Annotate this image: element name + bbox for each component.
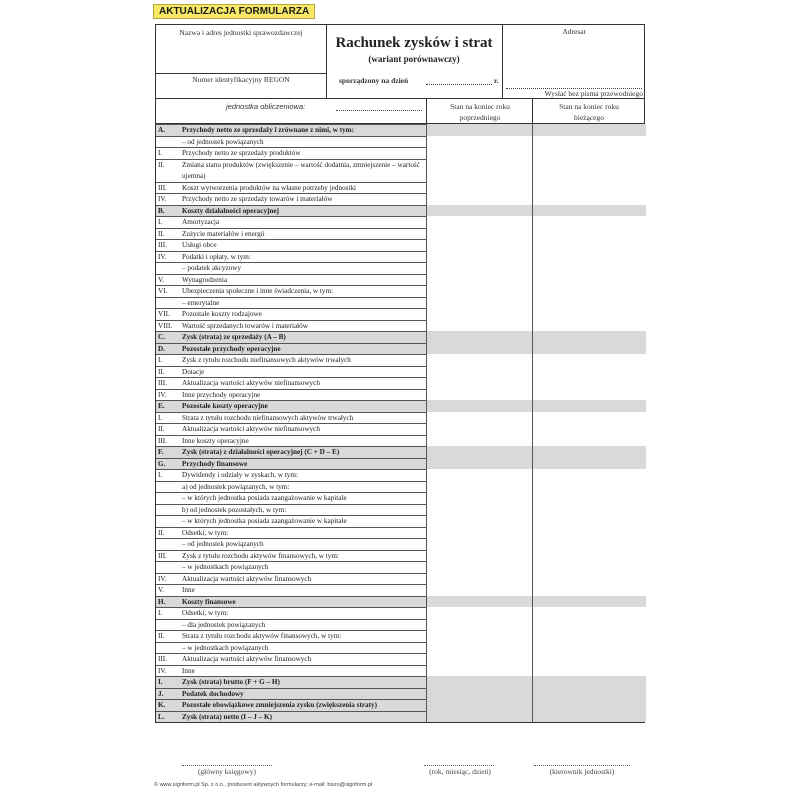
table-row [156,412,644,424]
curr-year-cell[interactable] [532,412,646,424]
row-label: Aktualizacja wartości aktywów finansowych [182,655,312,663]
table-row [156,354,644,366]
prev-year-cell[interactable] [426,653,532,665]
table-row [156,136,644,148]
copyright-note: © www.signform.pl Sp. z o.o., producent aktywnych formularzy; e-mail: biuro@signform.pl [154,782,373,788]
curr-year-cell[interactable] [532,435,646,447]
table-row [156,481,644,493]
row-number: II. [158,367,165,376]
row-label: Inne koszty operacyjne [182,436,249,445]
header-divider [156,73,326,74]
table-row [156,377,644,389]
row-label: Przychody netto ze sprzedaży produktów [182,149,301,157]
row-number: G. [158,459,166,468]
row-number: V. [158,586,165,594]
row-number: B. [158,206,165,215]
section-row [156,331,644,343]
table-row [156,550,644,562]
prev-year-cell[interactable] [426,389,532,401]
row-label: Strata z tytułu rozchodu aktywów finansowych, w tym: [182,632,342,640]
column-header [155,99,645,124]
row-label: – w których jednostka posiada zaangażowanie w kapitale [182,517,347,525]
form-subtitle: (wariant porównawczy) [368,54,460,64]
curr-year-cell[interactable] [532,573,646,585]
row-label: Zużycie materiałów i energii [182,229,265,238]
curr-year-cell[interactable] [532,193,646,205]
row-number: IV. [158,666,167,675]
section-row [156,400,644,412]
curr-year-cell[interactable] [532,596,646,608]
prev-year-cell[interactable] [426,320,532,332]
curr-year-cell[interactable] [532,458,646,470]
prev-year-cell[interactable] [426,412,532,424]
row-number: A. [158,126,165,134]
row-label: Wartość sprzedanych towarów i materiałów [182,321,308,330]
accountant-label: (główny księgowy) [197,767,257,776]
row-label: – w jednostkach powiązanych [182,563,269,571]
row-label: – w których jednostka posiada zaangażowanie w kapitale [182,494,347,502]
row-label: Koszt wytworzenia produktów na własne potrzeby jednostki [182,183,357,192]
table-row [156,147,644,159]
row-number: II. [158,632,165,640]
prev-year-cell[interactable] [426,573,532,585]
year-suffix: r. [494,76,499,85]
row-label: Inne [182,586,195,594]
row-label: Podatki i opłaty, w tym: [182,252,251,261]
table-row [156,469,644,481]
table-row [156,665,644,677]
prev-year-cell[interactable] [426,515,532,527]
row-label: Dotacje [182,367,205,376]
row-number: IV. [158,390,167,399]
row-label: Odsetki, w tym: [182,609,229,617]
prev-year-cell[interactable] [426,458,532,470]
column-divider [426,99,427,123]
date-signature-line[interactable] [424,765,494,766]
row-label: Koszty finansowe [182,597,236,606]
row-label: Zysk (strata) netto (I – J – K) [182,712,273,721]
prev-year-cell[interactable] [426,343,532,355]
row-number: I. [158,218,163,226]
prev-year-cell[interactable] [426,147,532,159]
section-row [156,596,644,608]
prepared-date-label: sporządzony na dzień [339,76,409,85]
table-row [156,159,644,182]
row-label: Inne [182,666,195,675]
table-row [156,504,644,516]
row-label: Amortyzacja [182,218,220,226]
prev-year-cell[interactable] [426,584,532,596]
row-number: I. [158,149,163,157]
curr-year-cell[interactable] [532,228,646,240]
prev-year-cell[interactable] [426,400,532,412]
curr-year-cell[interactable] [532,308,646,320]
curr-year-cell[interactable] [532,527,646,539]
table-row [156,182,644,194]
curr-year-cell[interactable] [532,607,646,619]
table-row [156,228,644,240]
prev-year-cell[interactable] [426,630,532,642]
table-row [156,515,644,527]
curr-year-cell[interactable] [532,699,646,711]
prev-year-cell[interactable] [426,262,532,274]
curr-year-cell[interactable] [532,147,646,159]
curr-year-cell[interactable] [532,251,646,263]
prepared-date-field[interactable] [426,76,492,85]
prev-year-cell[interactable] [426,308,532,320]
prev-year-cell[interactable] [426,561,532,573]
prev-year-cell[interactable] [426,285,532,297]
row-label: Aktualizacja wartości aktywów finansowych [182,574,312,583]
row-label: Zysk (strata) brutto (F + G – H) [182,678,280,686]
curr-year-cell[interactable] [532,159,646,182]
unit-calc-label: jednostka obliczeniowa: [226,102,306,111]
table-row [156,584,644,596]
row-label: Pozostałe obowiązkowe zmniejszenia zysku (zwiększenia straty) [182,701,378,709]
table-row [156,492,644,504]
accountant-signature-line[interactable] [182,765,272,766]
row-label: Aktualizacja wartości aktywów niefinansowych [182,379,320,387]
curr-year-cell[interactable] [532,182,646,194]
row-label: Dywidendy i udziały w zyskach, w tym: [182,471,298,479]
regon-label: Numer identyfikacyjny REGON [192,75,290,84]
table-row [156,573,644,585]
prev-year-cell[interactable] [426,274,532,286]
row-label: Usługi obce [182,241,217,249]
prev-year-cell[interactable] [426,642,532,654]
row-label: Koszty działalności operacyjnej [182,206,280,215]
row-number: I. [158,678,163,686]
prev-year-cell[interactable] [426,136,532,148]
manager-signature-line[interactable] [534,765,630,766]
row-label: Pozostałe koszty rodzajowe [182,310,262,318]
column-divider [532,99,533,123]
row-label: Wynagrodzenia [182,275,228,284]
prev-year-cell[interactable] [426,124,532,136]
table-row [156,642,644,654]
prev-year-cell[interactable] [426,423,532,435]
table-row [156,527,644,539]
row-label: Zysk (strata) ze sprzedaży (A – B) [182,333,286,341]
row-label: b) od jednostek pozostałych, w tym: [182,505,287,514]
row-label: Przychody netto ze sprzedaży towarów i materiałów [182,195,333,203]
row-number: I. [158,413,163,422]
prev-year-cell[interactable] [426,619,532,631]
statement-table [155,124,645,723]
row-label: – emerytalne [182,298,220,307]
table-row [156,389,644,401]
row-label: Ubezpieczenia społeczne i inne świadczenia, w tym: [182,287,334,295]
prev-year-cell[interactable] [426,538,532,550]
row-label: Przychody finansowe [182,459,248,468]
section-row [156,446,644,458]
section-row [156,699,644,711]
curr-year-cell[interactable] [532,446,646,458]
curr-year-cell[interactable] [532,630,646,642]
unit-calc-field[interactable] [336,103,422,111]
row-number: C. [158,333,165,341]
prev-year-cell[interactable] [426,297,532,309]
row-number: I. [158,609,163,617]
curr-year-header: Stan na koniec roku bieżącego [559,102,619,122]
row-number: II. [158,528,165,537]
prev-year-cell[interactable] [426,504,532,516]
curr-year-cell[interactable] [532,481,646,493]
table-row [156,607,644,619]
row-label: – od jednostek powiązanych [182,137,264,146]
curr-year-cell[interactable] [532,239,646,251]
curr-year-cell[interactable] [532,423,646,435]
row-label: Zmiana stanu produktów (zwiększenie – wartość dodatnia, zmniejszenie – wartość ujemna) [182,160,420,180]
curr-year-cell[interactable] [532,297,646,309]
row-number: II. [158,160,165,169]
row-label: Inne przychody operacyjne [182,390,261,399]
prev-year-cell[interactable] [426,331,532,343]
row-number: I. [158,471,163,479]
curr-year-cell[interactable] [532,389,646,401]
prev-year-cell[interactable] [426,699,532,711]
table-row [156,619,644,631]
row-number: I. [158,356,163,364]
manager-label: (kierownik jednostki) [549,767,615,776]
curr-year-cell[interactable] [532,124,646,136]
prev-year-cell[interactable] [426,469,532,481]
prev-year-cell[interactable] [426,205,532,217]
prev-year-cell[interactable] [426,216,532,228]
curr-year-cell[interactable] [532,377,646,389]
prev-year-cell[interactable] [426,711,532,723]
table-row [156,274,644,286]
curr-year-cell[interactable] [532,354,646,366]
curr-year-cell[interactable] [532,274,646,286]
send-note: Wysłać bez pisma przewodniego [544,89,643,98]
row-label: Zysk z tytułu rozchodu aktywów finansowych, w tym: [182,551,339,560]
prev-year-cell[interactable] [426,596,532,608]
section-row [156,343,644,355]
row-label: Przychody netto ze sprzedaży i zrównane z nimi, w tym: [182,126,355,134]
curr-year-cell[interactable] [532,366,646,378]
table-row [156,251,644,263]
curr-year-cell[interactable] [532,320,646,332]
row-number: D. [158,344,165,353]
table-row [156,308,644,320]
row-number: L. [158,712,165,721]
form-header [155,24,645,99]
prev-year-cell[interactable] [426,435,532,447]
curr-year-cell[interactable] [532,504,646,516]
curr-year-cell[interactable] [532,688,646,700]
row-number: H. [158,597,166,606]
row-number: V. [158,275,165,284]
curr-year-cell[interactable] [532,676,646,688]
row-number: E. [158,402,165,410]
row-label: – w jednostkach powiązanych [182,643,269,652]
prev-year-header: Stan na koniec roku poprzedniego [450,102,510,122]
curr-year-cell[interactable] [532,216,646,228]
table-row [156,435,644,447]
row-number: IV. [158,195,167,203]
row-number: III. [158,655,167,663]
row-label: – dla jednostek powiązanych [182,620,266,629]
curr-year-cell[interactable] [532,331,646,343]
prev-year-cell[interactable] [426,527,532,539]
date-label: (rok, miesiąc, dzień) [429,767,491,776]
table-row [156,423,644,435]
table-row [156,653,644,665]
section-row [156,205,644,217]
prev-year-cell[interactable] [426,492,532,504]
section-row [156,124,644,136]
form-title: Rachunek zysków i strat [335,35,493,51]
row-label: Odsetki, w tym: [182,528,229,537]
curr-year-cell[interactable] [532,561,646,573]
prev-year-cell[interactable] [426,366,532,378]
prev-year-cell[interactable] [426,676,532,688]
prev-year-cell[interactable] [426,377,532,389]
prev-year-cell[interactable] [426,446,532,458]
prev-year-cell[interactable] [426,251,532,263]
addressee-label: Adresat [562,27,586,36]
row-number: III. [158,183,167,192]
table-row [156,320,644,332]
row-number: IV. [158,574,167,583]
prev-year-cell[interactable] [426,354,532,366]
section-row [156,676,644,688]
row-number: III. [158,379,167,387]
row-label: a) od jednostek powiązanych, w tym: [182,482,290,491]
row-number: F. [158,448,164,456]
prev-year-cell[interactable] [426,182,532,194]
row-label: Aktualizacja wartości aktywów niefinansowych [182,425,320,433]
section-row [156,711,644,723]
row-number: II. [158,229,165,238]
row-label: Strata z tytułu rozchodu niefinansowych aktywów trwałych [182,413,354,422]
row-number: III. [158,241,167,249]
curr-year-cell[interactable] [532,619,646,631]
row-number: IV. [158,252,167,261]
row-number: VIII. [158,321,173,330]
table-row [156,538,644,550]
table-row [156,216,644,228]
curr-year-cell[interactable] [532,550,646,562]
curr-year-cell[interactable] [532,285,646,297]
unit-name-label: Nazwa i adres jednostki sprawozdawczej [179,28,303,37]
row-label: – od jednostek powiązanych [182,540,264,548]
curr-year-cell[interactable] [532,584,646,596]
prev-year-cell[interactable] [426,481,532,493]
prev-year-cell[interactable] [426,193,532,205]
curr-year-cell[interactable] [532,400,646,412]
table-row [156,297,644,309]
curr-year-cell[interactable] [532,136,646,148]
row-label: Pozostałe koszty operacyjne [182,402,268,410]
curr-year-cell[interactable] [532,262,646,274]
table-row [156,193,644,205]
prev-year-cell[interactable] [426,228,532,240]
row-number: K. [158,701,166,709]
prev-year-cell[interactable] [426,159,532,182]
prev-year-cell[interactable] [426,607,532,619]
table-row [156,561,644,573]
row-label: Pozostałe przychody operacyjne [182,344,281,353]
row-number: VII. [158,310,170,318]
row-label: – podatek akcyzowy [182,264,242,272]
curr-year-cell[interactable] [532,711,646,723]
curr-year-cell[interactable] [532,205,646,217]
curr-year-cell[interactable] [532,343,646,355]
curr-year-cell[interactable] [532,515,646,527]
curr-year-cell[interactable] [532,653,646,665]
curr-year-cell[interactable] [532,642,646,654]
row-label: Zysk (strata) z działalności operacyjnej (C + D – E) [182,448,340,456]
row-label: Podatek dochodowy [182,689,244,698]
row-number: II. [158,425,165,433]
curr-year-cell[interactable] [532,469,646,481]
table-row [156,630,644,642]
table-row [156,262,644,274]
table-row [156,239,644,251]
prev-year-cell[interactable] [426,665,532,677]
prev-year-cell[interactable] [426,550,532,562]
prev-year-cell[interactable] [426,239,532,251]
row-label: Zysk z tytułu rozchodu niefinansowych aktywów trwałych [182,356,351,364]
update-badge: AKTUALIZACJA FORMULARZA [153,4,315,19]
prev-year-cell[interactable] [426,688,532,700]
curr-year-cell[interactable] [532,492,646,504]
curr-year-cell[interactable] [532,665,646,677]
row-number: III. [158,436,167,445]
curr-year-cell[interactable] [532,538,646,550]
row-number: VI. [158,287,168,295]
section-row [156,458,644,470]
table-row [156,366,644,378]
section-row [156,688,644,700]
table-row [156,285,644,297]
row-number: III. [158,551,167,560]
row-number: J. [158,689,164,698]
